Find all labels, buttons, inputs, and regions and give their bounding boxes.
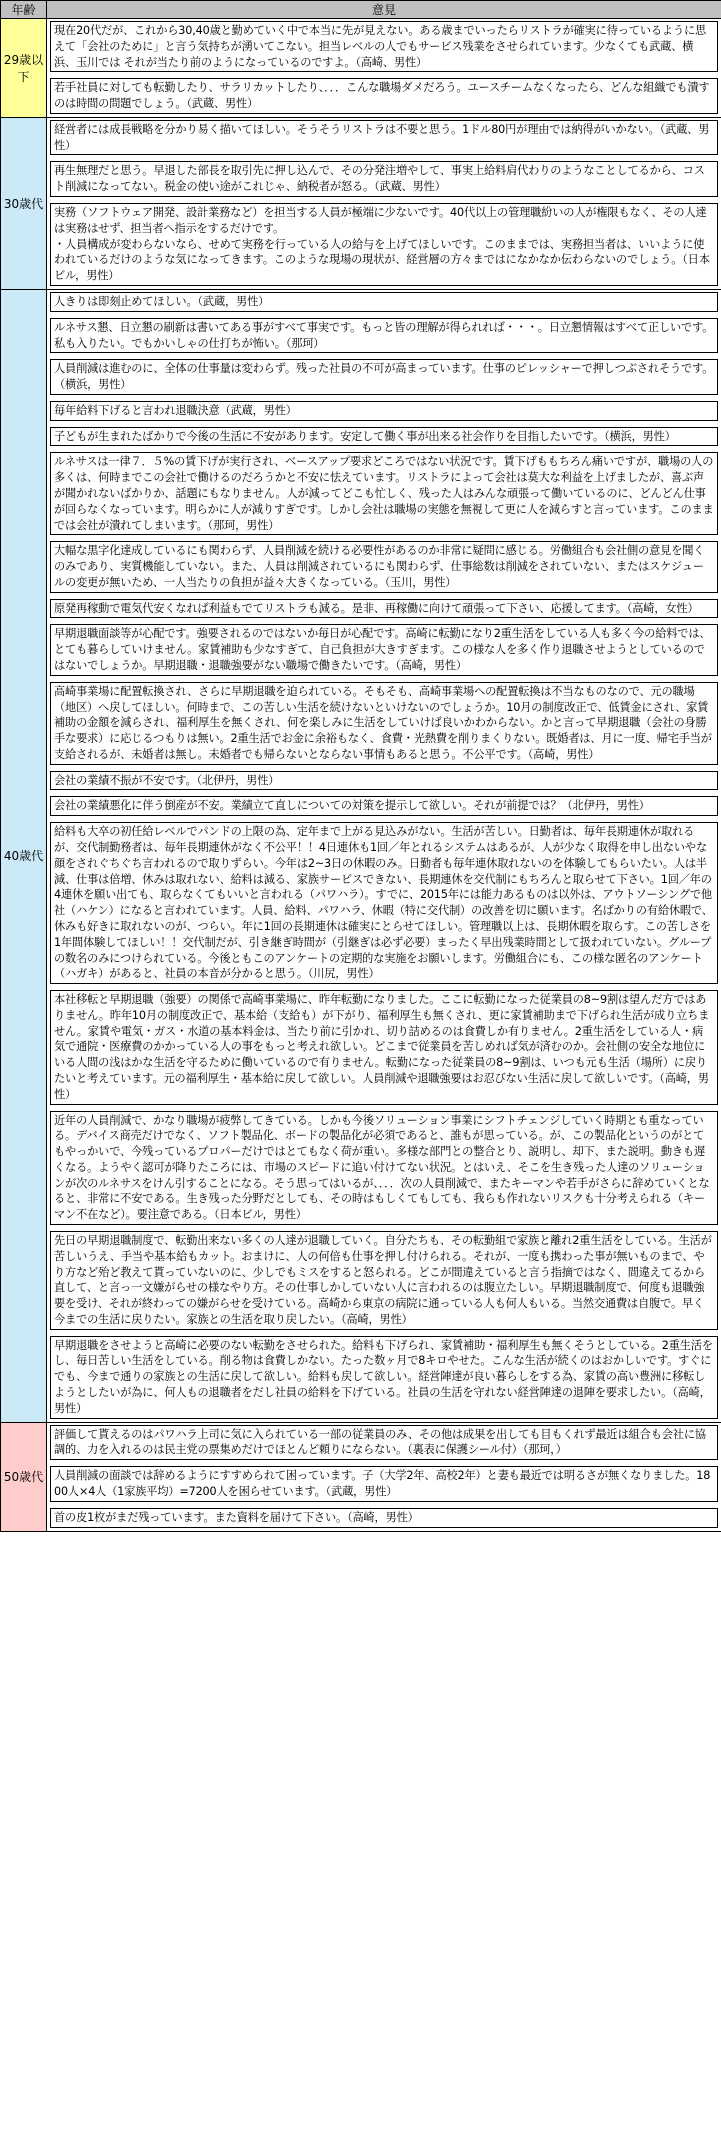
- age-group-label: 30歳代: [1, 117, 47, 289]
- comment-box: 先日の早期退職制度で、転勤出来ない多くの人達が退職していく。自分たちも、その転勤組で家族と離れ2重生活をしている。生活が苦しいうえ、手当や基本給もカット。おまけに、人の何倍も仕事を押し付けられる。それが、一度も携わった事が無いものまで、やり方など殆ど教えて貰っていないのに、少しでもミスをすると怒られる。どこが間違えていると言う指摘ではなく、間違えてるから直して、と言っ一文嫌がらせの様なやり方。その仕事しかしていない人に言われるのは腹立たしい。早期退職制度で、何度も退職強要を受け、それが終わっての嫌がらせを受けている。高崎から東京の病院に通っている人も何人もいる。当然交通費は自腹で。早く今までの生活に戻りたい。家族との生活を取り戻したい。（高崎，男性）: [50, 1231, 718, 1330]
- comment-box: ルネサス懇、日立懇の刷新は書いてある事がすべて事実です。もっと皆の理解が得られれば・・・。日立懇情報はすべて正しいです。私も入りたい。でもかいしゃの仕打ちが怖い。（那珂）: [50, 318, 718, 354]
- comment-box: 再生無理だと思う。早退した部長を取引先に押し込んで、その分発注増やして、事実上給料肩代わりのようなことしてるから、コスト削減になってない。税金の使い途がこれじゃ、納税者が怒る。（武蔵、男性）: [50, 161, 718, 197]
- comment-box: 高崎事業場に配置転換され、さらに早期退職を迫られている。そもそも、高崎事業場への配置転換は不当なものなので、元の職場（地区）へ戻してほしい。何時まで、この苦しい生活を続けないといけないのでしょうか。10月の制度改正で、低賃金にされ、家賃補助の金額を減らされ、福利厚生を無くされ、何を楽しみに生活をしていけば良いかわからない。かと言って早期退職（会社の身勝手な要求）に応じるつもりは無い。2重生活でお金に余裕もなく、食費・光熱費を削りまくりない。既婚者は、月に一度、帰宅手当が支給されるが、未婚者は無し。未婚者でも帰らないとならない事情もあると思う。不公平です。（高崎，男性）: [50, 682, 718, 765]
- comment-box: 早期退職をさせようと高崎に必要のない転勤をさせられた。給料も下げられ、家賃補助・福利厚生も無くそうとしている。2重生活をし、毎日苦しい生活をしている。削る物は食費しかない。たった数ヶ月で8キロやせた。こんな生活が続くのはおかしいです。すぐにでも、今まで通りの家族との生活に戻して欲しい。給料も戻して欲しい。経営陣達が良い暮らしをする為、家賃の高い豊洲に移転しようとしたいが為に、何人もの退職者をだし社員の給料を下げている。社員の生活を守れない経営陣達の退陣を要求したい。（高崎，男性）: [50, 1336, 718, 1419]
- comment-box: ルネサスは一律７．５%の賃下げが実行され、ベースアップ要求どころではない状況です。賃下げももちろん痛いですが、職場の人の多くは、何時までこの会社で働けるのだろうかと不安に怯えています。リストラによって会社は莫大な利益を上げましたが、喜ぶ声が聞かれないばかりか、話題にもなりません。人が減ってどこも忙しく、残った人はみんな頑張って働いているのに、どんどん仕事が回らなくなっています。明らかに人が減りすぎです。しかし会社は職場の実態を無視して更に人を減らすと言っています。このままでは会社が潰れてしまいます。（那珂，男性）: [50, 452, 718, 535]
- comment-box: 実務（ソフトウェア開発、設計業務など）を担当する人員が極端に少ないです。40代以上の管理職紛いの人が権限もなく、その人達は実務はせず、担当者へ指示をするだけです。 ・人員構成が変わらないなら、せめて実務を行っている人の給与を上げてほしいです。このままでは、実務担当者は、いいように使われているだけのような気になってきます。このような現場の現状が、経営層の方々まではになかなか伝わらないのでしょう。（日本ビル，男性）: [50, 203, 718, 286]
- table-body: [1, 19, 721, 1532]
- age-group-label: 50歳代: [1, 1422, 47, 1531]
- age-group-row: [1, 117, 721, 289]
- comment-box: 毎年給料下げると言われ退職決意（武蔵，男性）: [50, 401, 718, 421]
- comment-box: 経営者には成長戦略を分かり易く描いてほしい。そうそうリストラは不要と思う。1ドル80円が理由では納得がいかない。（武蔵、男性）: [50, 120, 718, 156]
- comment-box: 現在20代だが、これから30,40歳と勤めていく中で本当に先が見えない。ある歳までいったらリストラが確実に待っているように思えて「会社のために」と言う気持ちが湧いてこない。担当レベルの人でもサービス残業をさせられています。少なくても武蔵、横浜、玉川では それが当たり前のようになっているのですよ。（高崎、男性）: [50, 21, 718, 72]
- comment-box: 子どもが生まれたばかりで今後の生活に不安があります。安定して働く事が出来る社会作りを目指したいです。（横浜，男性）: [50, 427, 718, 447]
- comment-box: 会社の業績不振が不安です。（北伊丹，男性）: [50, 771, 718, 791]
- opinion-column-header: 意見: [47, 1, 721, 19]
- age-group-row: [1, 289, 721, 1422]
- age-group-label: 29歳以下: [1, 19, 47, 118]
- comment-box: 人員削減は進むのに、全体の仕事量は変わらず。残った社員の不可が高まっています。仕事のピレッシャーで押しつぶされそうです。（横浜，男性）: [50, 359, 718, 395]
- comment-box: 早期退職面談等が心配です。強要されるのではないか毎日が心配です。高崎に転勤になり2重生活をしている人も多く今の給料では、とても暮らしていけません。家賃補助も少なすぎて、自己負担が大きすぎます。この様な人を多く作り退職させようとしているのではないでしょうか。早期退職・退職強要がない職場で働きたいです。（高崎，男性）: [50, 624, 718, 675]
- comment-box: 本社移転と早期退職（強要）の関係で高崎事業場に、昨年転勤になりました。ここに転勤になった従業員の8~9割は望んだ方ではありません。昨年10月の制度改正で、基本給（支給も）が下がり、福利厚生も無くされ、更に家賃補助まで下げられ生活が成り立ちません。家賃や電気・ガス・水道の基本料金は、当たり前に引かれ、切り詰めるのは食費しか有りません。2重生活をしている人・病気で通院・医療費のかかっている人の事をもっと考えれ欲しい。どこまで従業員を苦しめれば気が済むのか。会社側の安全な地位にいる人間の浅はかな生活を守るために働いているので有りません。転勤になった従業員の8~9割は、いつも元も生活（場所）に戻りたいと考えています。元の福利厚生・基本給に戻して欲しい。人員削減や退職強要はお忍びない生活に戻して欲しいです。（高崎，男性）: [50, 990, 718, 1104]
- age-group-label: 40歳代: [1, 289, 47, 1422]
- age-column-header: 年齢: [1, 1, 47, 19]
- comment-box: 若手社員に対しても転勤したり、サラリカットしたり、．．．こんな職場ダメだろう。ユースチームなくなったら、どんな組織でも潰すのは時間の問題でしょう。（武蔵、男性）: [50, 78, 718, 114]
- comments-cell: [47, 117, 721, 289]
- comment-box: 近年の人員削減で、かなり職場が疲弊してきている。しかも今後ソリューション事業にシフトチェンジしていく時期とも重なっている。デバイス商売だけでなく、ソフト製品化、ボードの製品化が必須であると、誰もが思っている。が、この製品化というのがとてもやっかいで、今残っているプロパーだけではとてもなく荷が重い。多様な部門との整合とり、説明し、却下、また説明。動きも遅くなる。ようやく認可が降りたころには、市場のスピードに追い付けてない状況。とはいえ、そこを生き残った人達のソリューションが次のルネサスをけん引することになる。そう思ってはいるが、．．．次の人員削減で、またキーマンや若手がさらに辞めていくとなると、非常に不安である。生き残った分野だとしても、その時はもしくてもしても、我らも作れないリスクも十分考えられる（キーマン不在など）。要注意である。（日本ビル，男性）: [50, 1111, 718, 1225]
- comment-box: 給料も大卒の初任給レベルでパンドの上限の為、定年まで上がる見込みがない。生活が苦しい。日勤者は、毎年長期連休が取れるが、交代制勤務者は、毎年長期連休がなく不公平！！4日連休も1回／年とれるシステムはあるが、人が少なく取得を申し出ないやな顔をされぐちぐち言われるので取りずらい。今年は2~3日の休暇のみ。日勤者も毎年連休取れないのを体験してもらいたい。人は半減、仕事は倍増、休みは取れない、給料は減る、家族サービスできない、長期連休を交代制にもちろんと取らせて下さい。1回／年の4連休を願い出ても、取らなくてもいいと言われる（パワハラ）。すでに、2015年には能力あるものは以外は、アウトソーシングで他社（ハケン）になると言われています。人員、給料、パワハラ、休暇（特に交代制）の改善を切に願います。名ばかりの有給休暇で、休みも好きに取れないのが、つらい。年に1回の長期連休は確実にとらせてほしい。管理職以上は、長期休暇を取らす。この苦しさを1年間体験してほしい！！交代制だが、引き継ぎ時間が（引継ぎは必ず必要）まったく早出残業時間として扱われていない。グループの数名のみにつけられている。今後ともこのアンケートの定期的な実施をお願いします。労働組合にも、この様な匿名のアンケート（ハガキ）があると、社員の本音が分かると思う。（川尻，男性）: [50, 822, 718, 984]
- table-header-row: [1, 1, 721, 19]
- comment-box: 大幅な黒字化達成しているにも関わらず、人員削減を続ける必要性があるのか非常に疑問に感じる。労働組合も会社側の意見を聞くのみであり、実質機能していない。また、人員は削減されているにも関わらず、仕事総数は削減をされていない、またはスケジュールの変更が無いため、一人当たりの負担が益々大きくなっている。（玉川，男性）: [50, 541, 718, 592]
- comment-box: 人きりは即刻止めてほしい。（武蔵，男性）: [50, 292, 718, 312]
- comment-box: 人員削減の面談では辞めるようにすすめられて困っています。子（大学2年、高校2年）と妻も最近では明るさが無くなりました。1800人×4人（1家族平均）=7200人を困らせています。（武蔵，男性）: [50, 1466, 718, 1502]
- comment-box: 評価して貰えるのはパワハラ上司に気に入られている一部の従業員のみ、その他は成果を出しても目もくれず最近は組合も会社に協調的、力を入れるのは民主党の票集めだけでほとんど頼りにならない。（裏表に保護シール付）（那珂，）: [50, 1425, 718, 1461]
- comment-box: 首の皮1枚がまだ残っています。また資料を届けて下さい。（高崎，男性）: [50, 1508, 718, 1528]
- comments-cell: [47, 1422, 721, 1531]
- comments-cell: [47, 19, 721, 118]
- comments-cell: [47, 289, 721, 1422]
- age-group-row: [1, 1422, 721, 1531]
- comment-box: 会社の業績悪化に伴う倒産が不安。業績立て直しについての対策を提示して欲しい。それが前提では？（北伊丹，男性）: [50, 796, 718, 816]
- comment-box: 原発再稼動で電気代安くなれば利益もでてリストラも減る。是非、再稼働に向けて頑張って下さい、応援してます。（高崎，女性）: [50, 599, 718, 619]
- age-group-row: [1, 19, 721, 118]
